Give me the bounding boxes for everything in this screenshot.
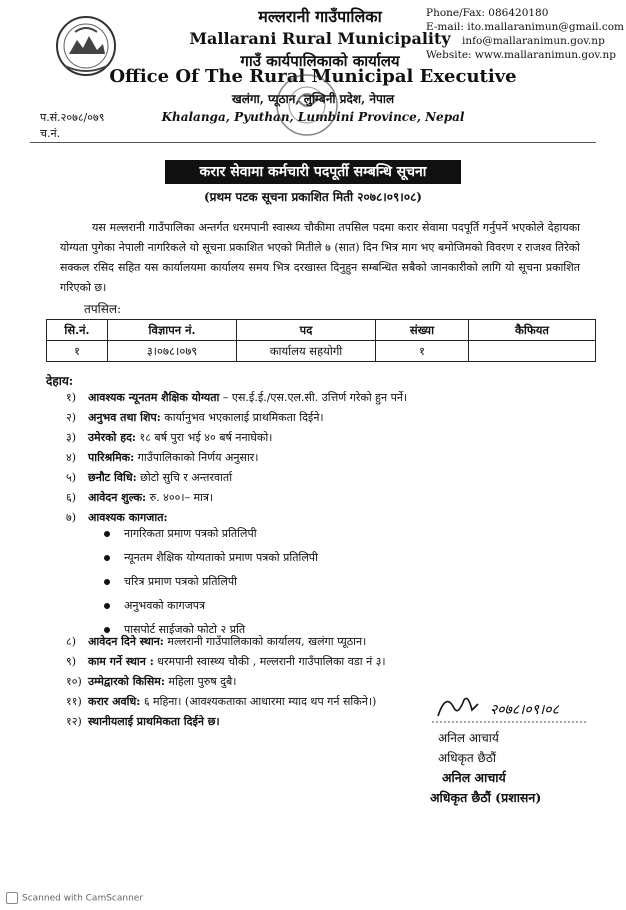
item-number: १२) <box>66 715 82 728</box>
website: Website: www.mallaranimun.gov.np <box>426 49 616 61</box>
list-item <box>66 488 586 508</box>
scanner-watermark <box>6 892 143 904</box>
list-item <box>66 632 586 652</box>
office-seal-icon <box>272 70 342 140</box>
item-number: ११) <box>66 695 82 708</box>
dispatch-number: च.नं. <box>40 127 61 140</box>
item-key: छनौट विधि: <box>88 471 137 484</box>
signatory-designation: अधिकृत छैठौं <box>438 751 497 765</box>
item-value: धरमपानी स्वास्थ्य चौकी , मल्लरानी गाउँपालिका वडा नं ३। <box>153 655 386 668</box>
address-np: खलंगा, प्यूठान, लुम्बिनी प्रदेश, नेपाल <box>231 92 395 106</box>
item-key: आवश्यक न्यूनतम शैक्षिक योग्यता <box>88 391 220 404</box>
col-count: संख्या <box>376 320 469 341</box>
item-key: करार अवधि: <box>88 695 141 708</box>
list-item <box>66 408 586 428</box>
conditions-list <box>66 388 586 528</box>
stamp-designation: अधिकृत छैठौं (प्रशासन) <box>430 790 542 805</box>
item-value: रु. ४००।– मात्र। <box>146 491 214 504</box>
item-value: छोटो सुचि र अन्तरवार्ता <box>136 471 233 484</box>
list-item <box>104 546 318 570</box>
email-secondary: info@mallaranimun.gov.np <box>462 35 605 47</box>
municipality-name-en: Mallarani Rural Municipality <box>189 29 451 48</box>
ref-number: प.सं.२०७८/०७९ <box>40 111 105 124</box>
list-item <box>66 388 586 408</box>
item-key: आवेदन शुल्क: <box>88 491 147 504</box>
col-remarks: कैफियत <box>469 320 596 341</box>
signature-date: २०७८।०९।०८ <box>490 702 559 718</box>
item-value: १८ बर्ष पुरा भई ४० बर्ष ननाघेको। <box>135 431 273 444</box>
notice-subtitle: (प्रथम पटक सूचना प्रकाशित मिती २०७८।०९।०८) <box>203 190 422 204</box>
list-item <box>66 468 586 488</box>
office-title-en: Office Of The Rural Municipal Executive <box>109 66 517 87</box>
item-number: ७) <box>66 511 77 524</box>
bullet-icon <box>104 531 110 537</box>
cell-serial: १ <box>47 341 108 362</box>
item-number: ५) <box>66 471 77 484</box>
item-key: काम गर्ने स्थान : <box>88 655 154 668</box>
table-row <box>47 341 596 362</box>
municipality-name-np: मल्लरानी गाउँपालिका <box>258 7 382 26</box>
list-item <box>66 448 586 468</box>
item-key: अनुभव तथा शिप: <box>88 411 161 424</box>
item-key: पारिश्रमिक: <box>88 451 135 464</box>
documents-list <box>104 522 318 642</box>
office-name-np: गाउँ कार्यपालिकाको कार्यालय <box>240 52 400 70</box>
table-header-row <box>47 320 596 341</box>
item-value: गाउँपालिकाको निर्णय अनुसार। <box>134 451 259 464</box>
camscanner-icon <box>6 892 18 904</box>
list-item <box>104 522 318 546</box>
details-label: तपसिल: <box>84 302 122 316</box>
item-key: उम्मेद्वारको किसिम: <box>88 675 165 688</box>
item-number: १०) <box>66 675 82 688</box>
item-number: ३) <box>66 431 77 444</box>
email: E-mail: ito.mallaranimun@gmail.com <box>426 21 624 33</box>
notice-title: करार सेवामा कर्मचारी पदपूर्ती सम्बन्धि सूचना <box>165 160 461 184</box>
cell-post: कार्यालय सहयोगी <box>237 341 376 362</box>
contact-info <box>426 6 622 62</box>
item-value: कार्यानुभव भएकालाई प्राथमिकता दिईने। <box>160 411 324 424</box>
item-number: ८) <box>66 635 77 648</box>
item-key: उमेरको हद: <box>88 431 136 444</box>
item-key: आवश्यक कागजात: <box>88 511 168 524</box>
list-item <box>104 570 318 594</box>
document-label: पासपोर्ट साईजको फोटो २ प्रति <box>124 623 246 636</box>
bullet-icon <box>104 603 110 609</box>
phone-fax: Phone/Fax: 086420180 <box>426 7 549 19</box>
signatory-name: अनिल आचार्य <box>438 731 499 745</box>
item-key: आवेदन दिने स्थान: <box>88 635 164 648</box>
item-value: ६ महिना। (आवश्यकताका आधारमा म्याद थप गर्न सकिने।) <box>140 695 377 708</box>
address-en: Khalanga, Pyuthan, Lumbini Province, Nepal <box>161 110 465 124</box>
item-value: मल्लरानी गाउँपालिकाको कार्यालय, खलंगा प्यूठान। <box>163 635 367 648</box>
stamp-name: अनिल आचार्य <box>442 770 506 785</box>
document-label: नागरिकता प्रमाण पत्रको प्रतिलिपी <box>124 527 257 540</box>
item-number: २) <box>66 411 77 424</box>
conditions-label: देहाय: <box>46 374 74 388</box>
cell-count: १ <box>376 341 469 362</box>
cell-ad-no: ३।०७८।०७९ <box>108 341 237 362</box>
reference-numbers <box>40 110 104 142</box>
handwritten-signature-icon <box>428 686 598 726</box>
document-label: अनुभवको कागजपत्र <box>124 599 206 612</box>
cell-remarks <box>469 341 596 362</box>
watermark-text: Scanned with CamScanner <box>22 893 144 904</box>
signatory <box>438 728 499 768</box>
item-number: ४) <box>66 451 77 464</box>
list-item <box>66 652 586 672</box>
item-value: – एस.ई.ई./एस.एल.सी. उत्तिर्ण गरेको हुन पर्ने। <box>219 391 408 404</box>
header-divider <box>30 142 596 143</box>
document-label: चरित्र प्रमाण पत्रको प्रतिलिपी <box>124 575 237 588</box>
item-number: १) <box>66 391 77 404</box>
signature-stamp <box>430 768 541 808</box>
item-value: महिला पुरुष दुबै। <box>164 675 237 688</box>
item-number: ९) <box>66 655 77 668</box>
notice-body: यस मल्लरानी गाउँपालिका अन्तर्गत धरमपानी स्वास्थ्य चौकीमा तपसिल पदमा करार सेवामा पदपूर्ति गर्नुपर्ने भएकोले देहायका योग्यता पुगेका नेपाली नागरिकले यो सूचना प्रकाशित भएको मितीले ७ (सात) दिन भित्र माग भए बमोजिमको विवरण र राजश्व तिरेको सक्कल रसिद सहित यस कार्यालयमा कार्यालय समय भित्र दरखास्त दिनुहुन सम्बन्धित सबैको जानकारीको लागि यो सूचना प्रकाशित गरिएको छ। <box>60 221 580 294</box>
bullet-icon <box>104 579 110 585</box>
list-item <box>66 428 586 448</box>
col-serial: सि.नं. <box>47 320 108 341</box>
vacancy-table <box>46 319 596 362</box>
col-ad-no: विज्ञापन नं. <box>108 320 237 341</box>
document-label: न्यूनतम शैक्षिक योग्यताको प्रमाण पत्रको प्रतिलिपी <box>124 551 318 564</box>
bullet-icon <box>104 555 110 561</box>
list-item <box>104 594 318 618</box>
item-key: स्थानीयलाई प्राथमिकता दिईने छ। <box>88 715 220 728</box>
item-number: ६) <box>66 491 77 504</box>
col-post: पद <box>237 320 376 341</box>
